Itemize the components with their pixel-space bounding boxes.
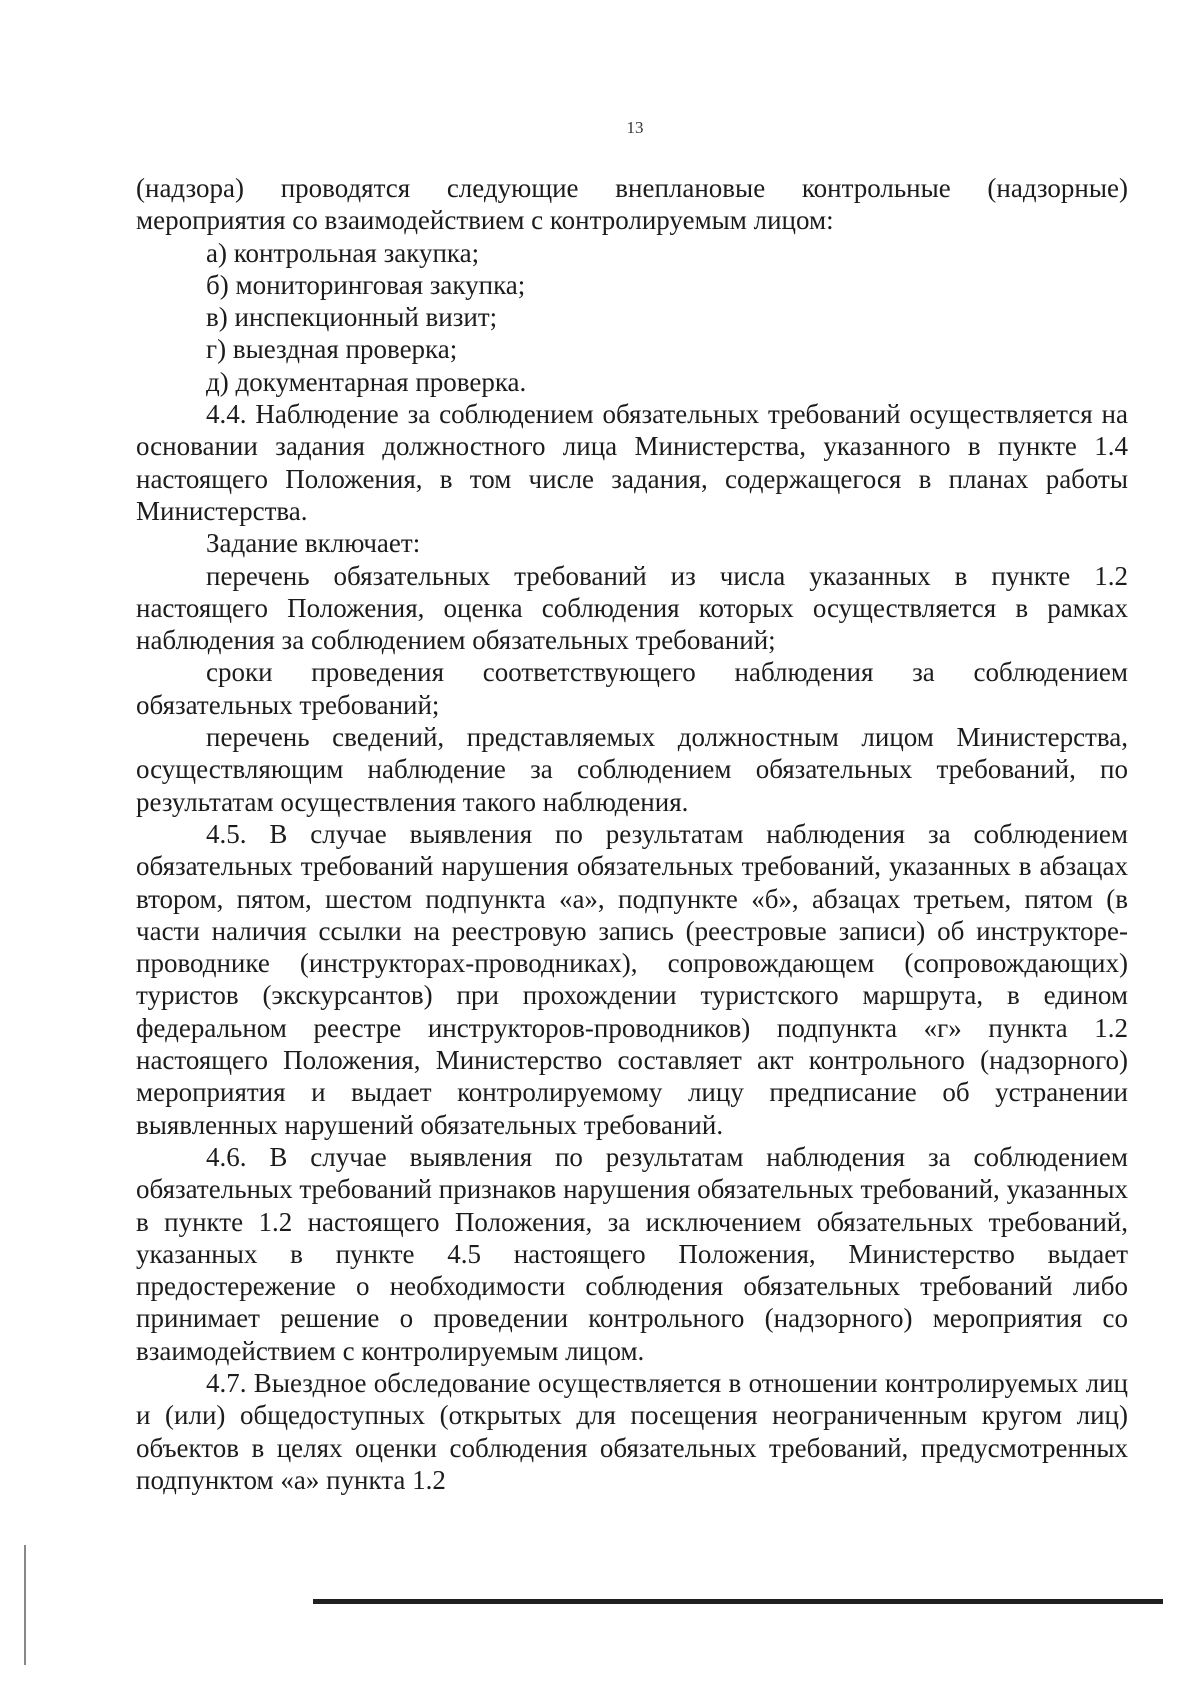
document-body xyxy=(136,172,1128,1496)
scan-edge-mark xyxy=(24,1545,26,1665)
paragraph: (надзора) проводятся следующие внеплановые контрольные (надзорные) мероприятия со взаимодействием с контролируемым лицом: xyxy=(136,173,1128,236)
paragraph: перечень обязательных требований из числа указанных в пункте 1.2 настоящего Положения, оценка соблюдения которых осуществляется в рамках наблюдения за соблюдением обязательных требований; xyxy=(136,560,1128,656)
paragraph: перечень сведений, представляемых должностным лицом Министерства, осуществляющим наблюдение за соблюдением обязательных требований, по результатам осуществления такого наблюдения. xyxy=(136,722,1128,817)
paragraph: Задание включает: xyxy=(206,528,421,559)
paragraph: сроки проведения соответствующего наблюдения за соблюдением обязательных требований; xyxy=(136,657,1128,720)
paragraph: 4.5. В случае выявления по результатам наблюдения за соблюдением обязательных требований нарушения обязательных требований, указанных в абзацах втором, пятом, шестом подпункта «а», подпункте «б», абзацах третьем, пятом (в части наличия ссылки на реестровую запись (реестровые записи) об инструкторе-проводнике (инструкторах-проводниках), сопровождающем (сопровождающих) туристов (экскурсантов) при прохождении туристского маршрута, в едином федеральном реестре инструкторов-проводников) подпункта «г» пункта 1.2 настоящего Положения, Министерство составляет акт контрольного (надзорного) мероприятия и выдает контролируемому лицу предписание об устранении выявленных нарушений обязательных требований. xyxy=(136,818,1128,1140)
paragraph: 4.4. Наблюдение за соблюдением обязательных требований осуществляется на основании задания должностного лица Министерства, указанного в пункте 1.4 настоящего Положения, в том числе задания, содержащегося в планах работы Министерства. xyxy=(136,399,1128,526)
paragraph: г) выездная проверка; xyxy=(206,334,458,365)
paragraph: 4.7. Выездное обследование осуществляется в отношении контролируемых лиц и (или) общедоступных (открытых для посещения неограниченным кругом лиц) объектов в целях оценки соблюдения обязательных требований, предусмотренных подпунктом «а» пункта 1.2 xyxy=(136,1367,1128,1495)
paragraph: д) документарная проверка. xyxy=(206,366,527,397)
paragraph: а) контрольная закупка; xyxy=(206,237,480,268)
paragraph: 4.6. В случае выявления по результатам наблюдения за соблюдением обязательных требований признаков нарушения обязательных требований, указанных в пункте 1.2 настоящего Положения, за исключением обязательных требований, указанных в пункте 4.5 настоящего Положения, Министерство выдает предостережение о необходимости соблюдения обязательных требований либо принимает решение о проведении контрольного (надзорного) мероприятия со взаимодействием с контролируемым лицом. xyxy=(136,1141,1128,1366)
scan-bottom-line xyxy=(313,1599,1163,1604)
page-number: 13 xyxy=(626,118,644,137)
paragraph: в) инспекционный визит; xyxy=(206,302,498,333)
paragraph: б) мониторинговая закупка; xyxy=(206,269,526,300)
